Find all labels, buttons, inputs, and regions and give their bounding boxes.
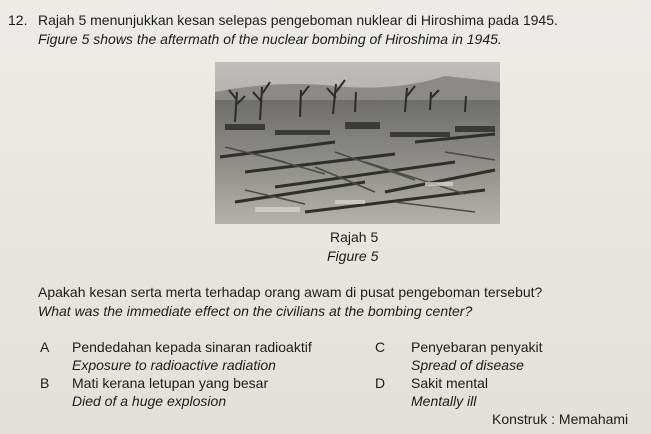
option-a-malay: Pendedahan kepada sinaran radioaktif [72,339,312,355]
option-b-letter: B [40,375,50,391]
figure-caption-english: Figure 5 [327,248,379,264]
option-c-english: Spread of disease [411,357,524,373]
prompt-english: What was the immediate effect on the civilians at the bombing center? [38,303,473,319]
option-d-letter: D [375,375,386,391]
question-number: 12. [8,12,28,28]
option-a-english: Exposure to radioactive radiation [72,357,276,373]
option-a-letter: A [40,339,50,355]
prompt-malay: Apakah kesan serta merta terhadap orang awam di pusat pengeboman tersebut? [38,284,543,300]
construct-label: Konstruk : Memahami [492,411,629,427]
option-d-malay: Sakit mental [411,375,489,391]
option-c-letter: C [375,339,386,355]
hiroshima-aftermath-photo [215,62,500,224]
figure-caption-malay: Rajah 5 [330,229,379,245]
option-c-malay: Penyebaran penyakit [411,339,543,355]
question-stem-malay: Rajah 5 menunjukkan kesan selepas pengeboman nuklear di Hiroshima pada 1945. [38,12,558,28]
question-stem-english: Figure 5 shows the aftermath of the nuclear bombing of Hiroshima in 1945. [38,31,502,47]
option-d-english: Mentally ill [411,393,477,409]
option-b-english: Died of a huge explosion [72,393,227,409]
option-b-malay: Mati kerana letupan yang besar [72,375,269,391]
